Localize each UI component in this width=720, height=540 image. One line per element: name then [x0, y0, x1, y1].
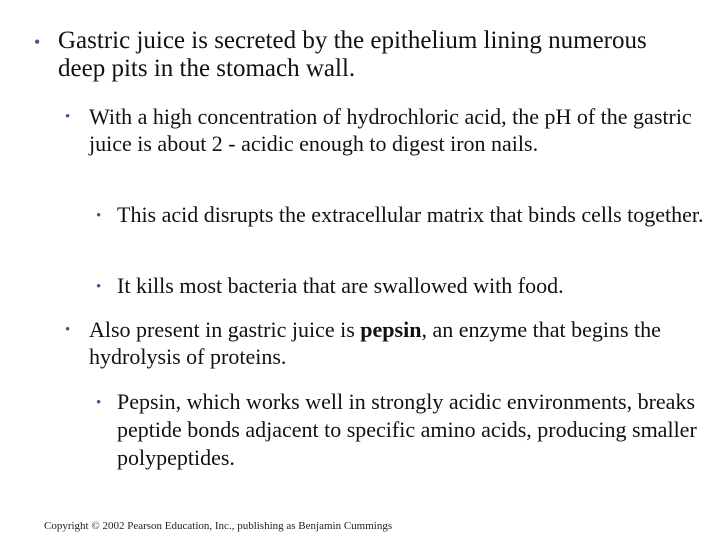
bullet-text: It kills most bacteria that are swallowed with food. — [117, 273, 564, 298]
bullet-text: This acid disrupts the extracellular matrix that binds cells together. — [117, 202, 704, 227]
bullet-text: With a high concentration of hydrochloric acid, the pH of the gastric juice is about 2 - acidic enough to digest iron nails. — [89, 104, 692, 156]
bullet-marker: • — [65, 109, 71, 125]
bullet-marker: • — [65, 322, 71, 338]
bullet-extracellular-matrix — [96, 201, 708, 229]
bullet-gastric-juice — [34, 27, 694, 83]
bullet-pepsin-function — [96, 388, 708, 472]
copyright-footer: Copyright © 2002 Pearson Education, Inc., publishing as Benjamin Cummings — [44, 520, 393, 532]
bullet-marker: • — [96, 279, 102, 295]
bullet-hydrochloric-acid — [65, 103, 705, 157]
bullet-pepsin-present — [65, 316, 705, 370]
bullet-kills-bacteria — [96, 272, 708, 300]
bullet-text: Gastric juice is secreted by the epithelium lining numerous deep pits in the stomach wall. — [58, 27, 647, 82]
bullet-marker: • — [96, 208, 102, 224]
bullet-text-pre: Also present in gastric juice is — [89, 317, 361, 342]
bullet-marker: • — [34, 32, 41, 52]
bullet-marker: • — [96, 395, 102, 411]
bullet-text: Pepsin, which works well in strongly acidic environments, breaks peptide bonds adjacent to specific amino acids, producing smaller polypeptides. — [117, 389, 697, 470]
pepsin-term: pepsin — [360, 317, 422, 342]
bullet-text-post: , an enzyme that begins the hydrolysis of proteins. — [89, 317, 661, 369]
bullet-text — [89, 316, 705, 370]
